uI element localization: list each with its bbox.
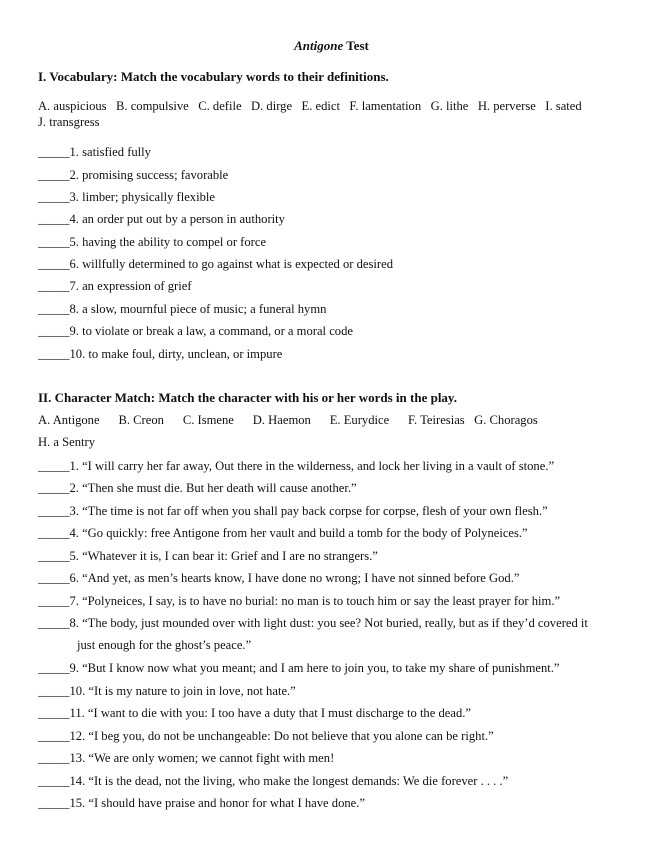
character-item xyxy=(38,705,471,721)
vocab-item-text: 5. having the ability to compel or force xyxy=(69,235,267,249)
quote-text: 4. “Go quickly: free Antigone from her vault and build a tomb for the body of Polyneices.” xyxy=(69,526,528,540)
vocab-item-text: 6. willfully determined to go against what is expected or desired xyxy=(69,257,393,271)
answer-blank[interactable]: _____ xyxy=(38,594,70,608)
vocab-item xyxy=(38,323,353,339)
quote-text: 5. “Whatever it is, I can bear it: Grief and I are no strangers.” xyxy=(69,549,378,563)
quote-text: 7. “Polyneices, I say, is to have no burial: no man is to touch him or say the least prayer for him.” xyxy=(69,594,561,608)
vocab-item xyxy=(38,167,228,183)
answer-blank[interactable]: _____ xyxy=(38,616,70,630)
answer-blank[interactable]: _____ xyxy=(38,571,70,585)
vocab-options-line1: A. auspicious B. compulsive C. defile D. dirge E. edict F. lamentation G. lithe H. perverse I. sated xyxy=(38,99,582,113)
character-item xyxy=(38,503,548,519)
character-item xyxy=(38,570,519,586)
character-options-line1: A. Antigone B. Creon C. Ismene D. Haemon E. Eurydice F. Teiresias G. Choragos xyxy=(38,413,538,427)
answer-blank[interactable]: _____ xyxy=(38,729,70,743)
character-item xyxy=(38,660,560,676)
answer-blank[interactable]: _____ xyxy=(38,212,70,226)
quote-continuation: just enough for the ghost’s peace.” xyxy=(77,638,252,652)
vocab-item xyxy=(38,346,282,362)
quote-text: 14. “It is the dead, not the living, who make the longest demands: We die forever . . . .” xyxy=(69,774,509,788)
answer-blank[interactable]: _____ xyxy=(38,684,70,698)
vocab-item-text: 9. to violate or break a law, a command, or a moral code xyxy=(69,324,353,338)
quote-text: 8. “The body, just mounded over with light dust: you see? Not buried, really, but as if they’d covered it xyxy=(69,616,588,630)
vocab-item-text: 3. limber; physically flexible xyxy=(69,190,215,204)
vocab-item xyxy=(38,278,192,294)
character-item xyxy=(38,683,296,699)
quote-text: 10. “It is my nature to join in love, not hate.” xyxy=(69,684,296,698)
vocab-item xyxy=(38,144,151,160)
character-item xyxy=(38,773,508,789)
answer-blank[interactable]: _____ xyxy=(38,796,70,810)
answer-blank[interactable]: _____ xyxy=(38,324,70,338)
page-title xyxy=(0,38,663,54)
vocab-item xyxy=(38,211,285,227)
answer-blank[interactable]: _____ xyxy=(38,347,70,361)
answer-blank[interactable]: _____ xyxy=(38,751,70,765)
quote-text: 9. “But I know now what you meant; and I am here to join you, to take my share of punishment.” xyxy=(69,661,560,675)
title-italic: Antigone xyxy=(294,38,344,53)
quote-text: 12. “I beg you, do not be unchangeable: Do not believe that you alone can be right.” xyxy=(69,729,494,743)
answer-blank[interactable]: _____ xyxy=(38,235,70,249)
vocab-item xyxy=(38,234,266,250)
answer-blank[interactable]: _____ xyxy=(38,145,70,159)
character-item xyxy=(38,525,528,541)
character-item xyxy=(38,458,554,474)
vocab-item xyxy=(38,256,393,272)
character-item xyxy=(38,593,560,609)
answer-blank[interactable]: _____ xyxy=(38,190,70,204)
character-item xyxy=(38,480,357,496)
title-rest: Test xyxy=(343,38,369,53)
vocab-item-text: 1. satisfied fully xyxy=(69,145,151,159)
vocab-item-text: 2. promising success; favorable xyxy=(69,168,229,182)
answer-blank[interactable]: _____ xyxy=(38,257,70,271)
quote-text: 6. “And yet, as men’s hearts know, I have done no wrong; I have not sinned before God.” xyxy=(69,571,520,585)
answer-blank[interactable]: _____ xyxy=(38,168,70,182)
answer-blank[interactable]: _____ xyxy=(38,774,70,788)
character-item xyxy=(38,728,494,744)
answer-blank[interactable]: _____ xyxy=(38,459,70,473)
vocab-item-text: 4. an order put out by a person in authority xyxy=(69,212,285,226)
answer-blank[interactable]: _____ xyxy=(38,481,70,495)
quote-text: 13. “We are only women; we cannot fight with men! xyxy=(69,751,335,765)
character-item xyxy=(38,615,588,631)
answer-blank[interactable]: _____ xyxy=(38,504,70,518)
answer-blank[interactable]: _____ xyxy=(38,706,70,720)
quote-text: 3. “The time is not far off when you shall pay back corpse for corpse, flesh of your own flesh.” xyxy=(69,504,548,518)
vocab-heading: I. Vocabulary: Match the vocabulary words to their definitions. xyxy=(38,69,389,84)
vocab-item-text: 7. an expression of grief xyxy=(69,279,192,293)
character-item xyxy=(38,548,378,564)
quote-text: 11. “I want to die with you: I too have a duty that I must discharge to the dead.” xyxy=(69,706,471,720)
answer-blank[interactable]: _____ xyxy=(38,279,70,293)
answer-blank[interactable]: _____ xyxy=(38,302,70,316)
answer-blank[interactable]: _____ xyxy=(38,526,70,540)
character-options-line2: H. a Sentry xyxy=(38,435,96,449)
vocab-item-text: 8. a slow, mournful piece of music; a funeral hymn xyxy=(69,302,327,316)
vocab-item-text: 10. to make foul, dirty, unclean, or impure xyxy=(69,347,283,361)
vocab-options-line2: J. transgress xyxy=(38,115,100,129)
quote-text: 1. “I will carry her far away, Out there in the wilderness, and lock her living in a vault of stone.” xyxy=(69,459,555,473)
vocab-item xyxy=(38,301,326,317)
quote-text: 2. “Then she must die. But her death will cause another.” xyxy=(69,481,357,495)
answer-blank[interactable]: _____ xyxy=(38,549,70,563)
character-heading: II. Character Match: Match the character with his or her words in the play. xyxy=(38,390,457,405)
vocab-item xyxy=(38,189,215,205)
answer-blank[interactable]: _____ xyxy=(38,661,70,675)
character-item xyxy=(38,795,365,811)
character-item xyxy=(38,750,334,766)
quote-text: 15. “I should have praise and honor for what I have done.” xyxy=(69,796,365,810)
